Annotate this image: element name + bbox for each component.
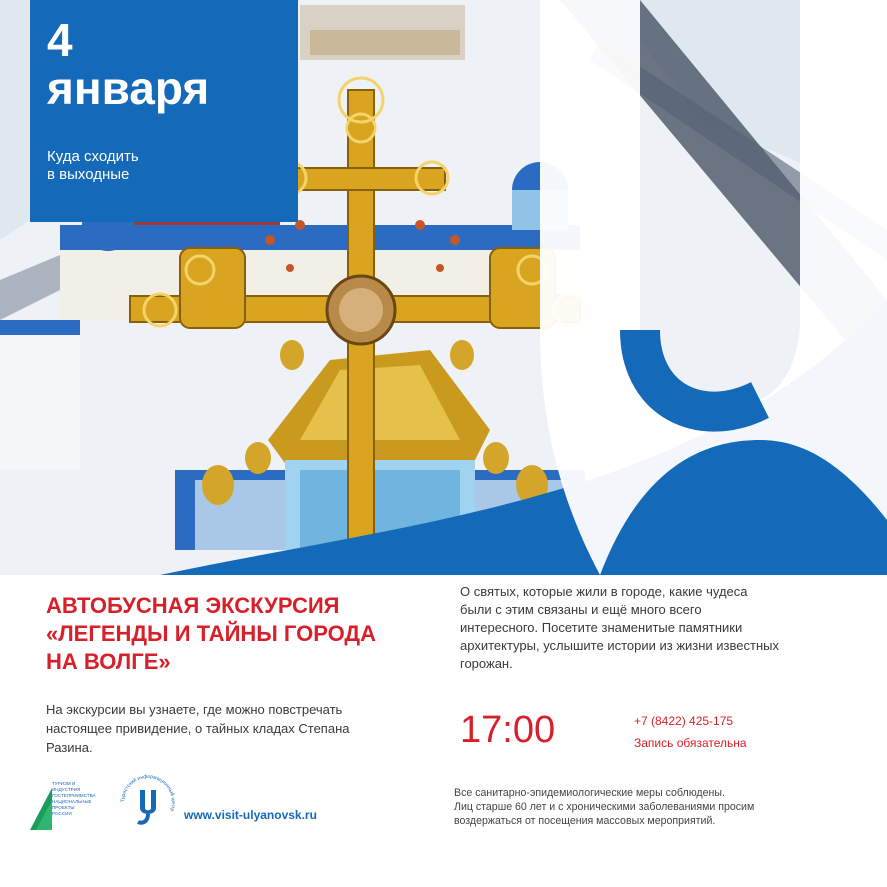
event-description-line: О святых, которые жили в городе, какие чудеса [460,584,748,599]
safety-notice [454,786,874,828]
event-title-line: «ЛЕГЕНДЫ И ТАЙНЫ ГОРОДА [46,621,376,646]
date-badge [30,0,298,222]
phone-link[interactable]: +7 (8422) 425-175 [634,714,734,728]
safety-notice-line: Лиц старше 60 лет и с хроническими заболеваниями просим [454,801,755,813]
registration-note: Запись обязательна [634,736,747,750]
national-projects-line: ТУРИЗМ И ИНДУСТРИЯ [52,781,81,792]
national-projects-logo-text [52,781,98,817]
national-projects-line: РОССИИ [52,811,72,816]
event-title [46,592,446,676]
event-title-line: НА ВОЛГЕ» [46,649,171,674]
date-day: 4 [47,14,73,66]
tourist-center-logo-text: Туристский информационный центр [119,773,177,813]
date-month: января [47,62,210,114]
date-subtitle-line: Куда сходить [47,148,139,165]
event-intro-line: Разина. [46,740,93,755]
tourist-center-logo [118,772,178,832]
national-projects-line: ГОСТЕПРИИМСТВА [52,793,96,798]
date-subtitle-line: в выходные [47,166,130,183]
event-intro [46,700,441,757]
date-subtitle [47,148,247,184]
safety-notice-line: воздержаться от посещения массовых мероприятий. [454,815,716,827]
event-description-line: горожан. [460,656,513,671]
event-title-line: АВТОБУСНАЯ ЭКСКУРСИЯ [46,593,340,618]
website-link[interactable]: www.visit-ulyanovsk.ru [184,808,317,822]
safety-notice-line: Все санитарно-эпидемиологические меры соблюдены. [454,787,725,799]
national-projects-line: ПРОЕКТЫ [52,805,75,810]
event-description-line: интересного. Посетите знаменитые памятники [460,620,743,635]
event-time: 17:00 [460,709,556,751]
national-projects-line: НАЦИОНАЛЬНЫЕ [52,799,92,804]
event-description [460,583,870,673]
event-intro-line: На экскурсии вы узнаете, где можно повстречать [46,702,343,717]
event-description-line: были с этим связаны и ещё много всего [460,602,702,617]
event-intro-line: настоящее привидение, о тайных кладах Степана [46,721,350,736]
event-description-line: архитектуры, услышите истории из жизни известных [460,638,779,653]
